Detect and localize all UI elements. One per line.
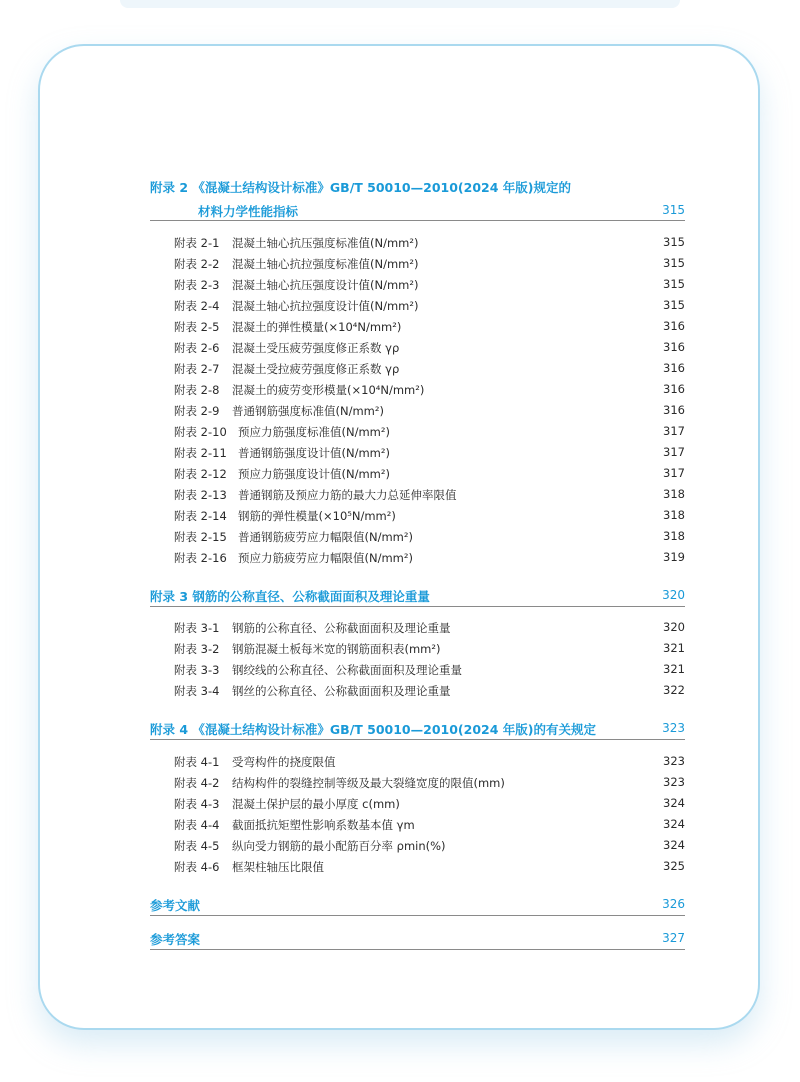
toc-entry[interactable] <box>174 340 685 358</box>
appendix-2-title-line2: 材料力学性能指标 <box>198 204 299 219</box>
entry-page: 316 <box>663 403 685 417</box>
entry-label: 附表 2-15 <box>174 530 227 544</box>
entry-page: 325 <box>663 859 685 873</box>
answers-page: 327 <box>662 931 685 945</box>
toc-entry[interactable] <box>174 859 685 877</box>
entry-page: 324 <box>663 796 685 810</box>
entry-label: 附表 4-1 <box>174 755 220 769</box>
entry-page: 318 <box>663 487 685 501</box>
entry-title: 混凝土受压疲劳强度修正系数 γρ <box>232 341 400 355</box>
entry-label: 附表 3-3 <box>174 663 220 677</box>
entry-label: 附表 2-16 <box>174 551 227 565</box>
entry-page: 317 <box>663 445 685 459</box>
entry-label: 附表 2-7 <box>174 362 220 376</box>
toc-entry[interactable] <box>174 235 685 253</box>
entry-page: 319 <box>663 550 685 564</box>
entry-label: 附表 2-10 <box>174 425 227 439</box>
toc-entry[interactable] <box>174 424 685 442</box>
entry-label: 附表 4-4 <box>174 818 220 832</box>
entry-label: 附表 2-6 <box>174 341 220 355</box>
appendix-2-rule <box>150 220 685 221</box>
appendix-3-page: 320 <box>662 588 685 602</box>
appendix-2-title-line1: 附录 2 《混凝土结构设计标准》GB/T 50010—2010(2024 年版)规定的 <box>150 180 571 195</box>
appendix-4-heading[interactable] <box>150 720 685 742</box>
toc-entry[interactable] <box>174 550 685 568</box>
entry-title: 普通钢筋强度设计值(N/mm²) <box>238 446 390 460</box>
toc-entry[interactable] <box>174 662 685 680</box>
entry-page: 317 <box>663 424 685 438</box>
entry-label: 附表 2-13 <box>174 488 227 502</box>
toc-entry[interactable] <box>174 754 685 772</box>
references-page: 326 <box>662 897 685 911</box>
entry-title: 混凝土的弹性模量(×10⁴N/mm²) <box>232 320 402 334</box>
entry-title: 截面抵抗矩塑性影响系数基本值 γm <box>232 818 415 832</box>
entry-title: 普通钢筋强度标准值(N/mm²) <box>232 404 384 418</box>
appendix-4-page: 323 <box>662 721 685 735</box>
entry-title: 预应力筋强度设计值(N/mm²) <box>238 467 390 481</box>
toc-entry[interactable] <box>174 319 685 337</box>
toc-entry[interactable] <box>174 683 685 701</box>
entry-title: 混凝土的疲劳变形模量(×10⁴N/mm²) <box>232 383 425 397</box>
entry-title: 混凝土轴心抗压强度设计值(N/mm²) <box>232 278 419 292</box>
appendix-3-rule <box>150 606 685 607</box>
toc-entry[interactable] <box>174 775 685 793</box>
entry-page: 324 <box>663 817 685 831</box>
appendix-3-heading[interactable] <box>150 587 685 609</box>
toc-entry[interactable] <box>174 403 685 421</box>
entry-page: 316 <box>663 361 685 375</box>
entry-label: 附表 3-1 <box>174 621 220 635</box>
answers-title: 参考答案 <box>150 932 201 947</box>
appendix-3-title: 附录 3 钢筋的公称直径、公称截面面积及理论重量 <box>150 589 430 604</box>
entry-title: 钢筋的弹性模量(×10⁵N/mm²) <box>238 509 396 523</box>
toc-entry[interactable] <box>174 466 685 484</box>
entry-page: 316 <box>663 319 685 333</box>
toc-entry[interactable] <box>174 361 685 379</box>
entry-label: 附表 2-4 <box>174 299 220 313</box>
entry-page: 321 <box>663 641 685 655</box>
entry-title: 预应力筋强度标准值(N/mm²) <box>238 425 390 439</box>
entry-title: 混凝土受拉疲劳强度修正系数 γρ <box>232 362 400 376</box>
toc-entry[interactable] <box>174 382 685 400</box>
entry-title: 混凝土轴心抗压强度标准值(N/mm²) <box>232 236 419 250</box>
appendix-4-rule <box>150 739 685 740</box>
answers-rule <box>150 949 685 950</box>
toc-entry[interactable] <box>174 256 685 274</box>
entry-label: 附表 2-14 <box>174 509 227 523</box>
entry-label: 附表 2-12 <box>174 467 227 481</box>
entry-label: 附表 2-8 <box>174 383 220 397</box>
entry-title: 预应力筋疲劳应力幅限值(N/mm²) <box>238 551 413 565</box>
entry-title: 钢绞线的公称直径、公称截面面积及理论重量 <box>232 663 462 677</box>
toc-entry[interactable] <box>174 445 685 463</box>
entry-title: 框架柱轴压比限值 <box>232 860 324 874</box>
entry-title: 普通钢筋及预应力筋的最大力总延伸率限值 <box>238 488 457 502</box>
toc-entry[interactable] <box>174 641 685 659</box>
entry-title: 钢筋的公称直径、公称截面面积及理论重量 <box>232 621 451 635</box>
table-of-contents <box>150 0 685 1082</box>
appendix-4-title: 附录 4 《混凝土结构设计标准》GB/T 50010—2010(2024 年版)的有关规定 <box>150 722 596 737</box>
entry-title: 纵向受力钢筋的最小配筋百分率 ρmin(%) <box>232 839 446 853</box>
answers-heading[interactable] <box>150 930 685 952</box>
toc-entry[interactable] <box>174 817 685 835</box>
entry-label: 附表 2-9 <box>174 404 220 418</box>
entry-page: 316 <box>663 382 685 396</box>
entry-page: 318 <box>663 508 685 522</box>
toc-entry[interactable] <box>174 277 685 295</box>
entry-label: 附表 2-5 <box>174 320 220 334</box>
appendix-2-heading[interactable] <box>150 178 685 228</box>
entry-page: 318 <box>663 529 685 543</box>
entry-title: 钢筋混凝土板每米宽的钢筋面积表(mm²) <box>232 642 441 656</box>
entry-label: 附表 3-2 <box>174 642 220 656</box>
entry-title: 结构构件的裂缝控制等级及最大裂缝宽度的限值(mm) <box>232 776 505 790</box>
entry-page: 323 <box>663 775 685 789</box>
toc-entry[interactable] <box>174 796 685 814</box>
entry-label: 附表 2-1 <box>174 236 220 250</box>
entry-page: 315 <box>663 298 685 312</box>
entry-page: 322 <box>663 683 685 697</box>
entry-page: 323 <box>663 754 685 768</box>
toc-entry[interactable] <box>174 298 685 316</box>
entry-label: 附表 2-2 <box>174 257 220 271</box>
entry-label: 附表 2-11 <box>174 446 227 460</box>
entry-label: 附表 4-6 <box>174 860 220 874</box>
entry-title: 混凝土保护层的最小厚度 c(mm) <box>232 797 400 811</box>
entry-title: 钢丝的公称直径、公称截面面积及理论重量 <box>232 684 451 698</box>
entry-page: 324 <box>663 838 685 852</box>
entry-label: 附表 4-2 <box>174 776 220 790</box>
entry-label: 附表 2-3 <box>174 278 220 292</box>
entry-page: 315 <box>663 256 685 270</box>
entry-page: 316 <box>663 340 685 354</box>
entry-title: 混凝土轴心抗拉强度标准值(N/mm²) <box>232 257 419 271</box>
entry-page: 320 <box>663 620 685 634</box>
toc-entry[interactable] <box>174 838 685 856</box>
entry-page: 315 <box>663 277 685 291</box>
entry-title: 混凝土轴心抗拉强度设计值(N/mm²) <box>232 299 419 313</box>
entry-title: 受弯构件的挠度限值 <box>232 755 336 769</box>
references-title: 参考文献 <box>150 898 201 913</box>
entry-title: 普通钢筋疲劳应力幅限值(N/mm²) <box>238 530 413 544</box>
appendix-2-page: 315 <box>662 203 685 217</box>
entry-page: 315 <box>663 235 685 249</box>
entry-label: 附表 4-5 <box>174 839 220 853</box>
entry-label: 附表 3-4 <box>174 684 220 698</box>
references-rule <box>150 915 685 916</box>
toc-entry[interactable] <box>174 508 685 526</box>
toc-entry[interactable] <box>174 529 685 547</box>
toc-entry[interactable] <box>174 620 685 638</box>
entry-label: 附表 4-3 <box>174 797 220 811</box>
entry-page: 317 <box>663 466 685 480</box>
references-heading[interactable] <box>150 896 685 918</box>
entry-page: 321 <box>663 662 685 676</box>
toc-entry[interactable] <box>174 487 685 505</box>
